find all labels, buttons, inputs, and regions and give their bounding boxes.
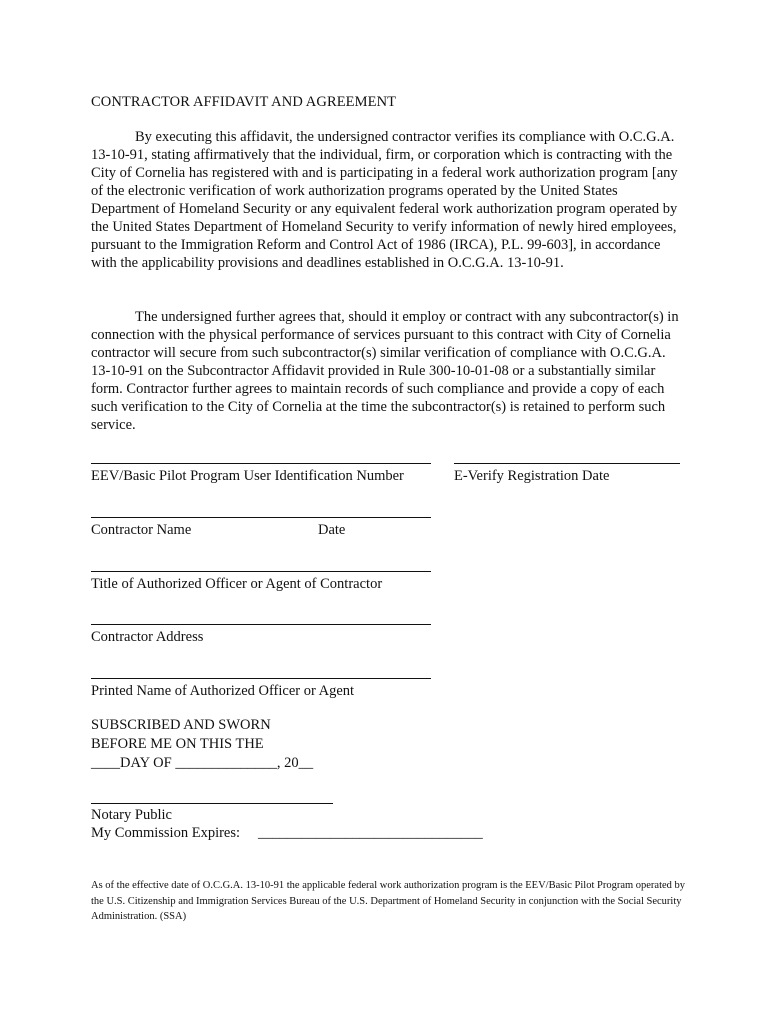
compliance-paragraph-text: By executing this affidavit, the undersigned contractor verifies its compliance with O.C.G.A. 13-10-91, stating affirmatively that the individual, firm, or corporation which is contracting with the City of Cornelia has registered with and is participating in a federal work authorization program [any of the electronic verification of work authorization programs operated by the United States Department of Homeland Security or any equivalent federal work authorization program operated by the United States Department of Homeland Security to verify information of newly hired employees, pursuant to the Immigration Reform and Control Act of 1986 (IRCA), P.L. 99-603], in accordance with the applicability provisions and deadlines established in O.C.G.A. 13-10-91. (91, 129, 678, 271)
contractor-name-signature-line[interactable] (91, 517, 431, 518)
subscribed-sworn-line: SUBSCRIBED AND SWORN (91, 717, 271, 733)
notary-signature-line[interactable] (91, 803, 333, 804)
commission-expires-label: My Commission Expires: (91, 825, 241, 841)
officer-title-label: Title of Authorized Officer or Agent of Contractor (91, 576, 383, 592)
before-me-line: BEFORE ME ON THIS THE (91, 736, 264, 752)
eev-id-signature-line[interactable] (91, 463, 431, 464)
day-of-line: ____DAY OF ______________, 20__ (91, 755, 314, 771)
subcontractor-paragraph (91, 308, 681, 434)
commission-expires-blank[interactable]: _______________________________ (258, 825, 483, 841)
printed-name-signature-line[interactable] (91, 678, 431, 679)
contractor-address-label: Contractor Address (91, 629, 204, 645)
printed-name-label: Printed Name of Authorized Officer or Agent (91, 683, 355, 699)
document-title: CONTRACTOR AFFIDAVIT AND AGREEMENT (91, 94, 397, 110)
eev-id-label: EEV/Basic Pilot Program User Identification Number (91, 468, 404, 484)
subcontractor-paragraph-text: The undersigned further agrees that, should it employ or contract with any subcontractor(s) in connection with the physical performance of services pursuant to this contract with City of Cornelia contractor will secure from such subcontractor(s) similar verification of compliance with O.C.G.A. 13-10-91 on the Subcontractor Affidavit provided in Rule 300-10-01-08 or a substantially similar form. Contractor further agrees to maintain records of such compliance and provide a copy of each such verification to the City of Cornelia at the time the subcontractor(s) is retained to perform such service. (91, 309, 679, 433)
footnote: As of the effective date of O.C.G.A. 13-10-91 the applicable federal work authorization program is the EEV/Basic Pilot Program operated by the U.S. Citizenship and Immigration Services Bureau of the U.S. Department of Homeland Security in conjunction with the Social Security Administration. (SSA) (91, 880, 686, 922)
notary-public-label: Notary Public (91, 807, 172, 823)
everify-date-signature-line[interactable] (454, 463, 680, 464)
contractor-name-label: Contractor Name (91, 522, 192, 538)
date-label: Date (318, 522, 346, 538)
officer-title-signature-line[interactable] (91, 571, 431, 572)
contractor-address-signature-line[interactable] (91, 624, 431, 625)
compliance-paragraph (91, 128, 681, 272)
everify-date-label: E-Verify Registration Date (454, 468, 610, 484)
